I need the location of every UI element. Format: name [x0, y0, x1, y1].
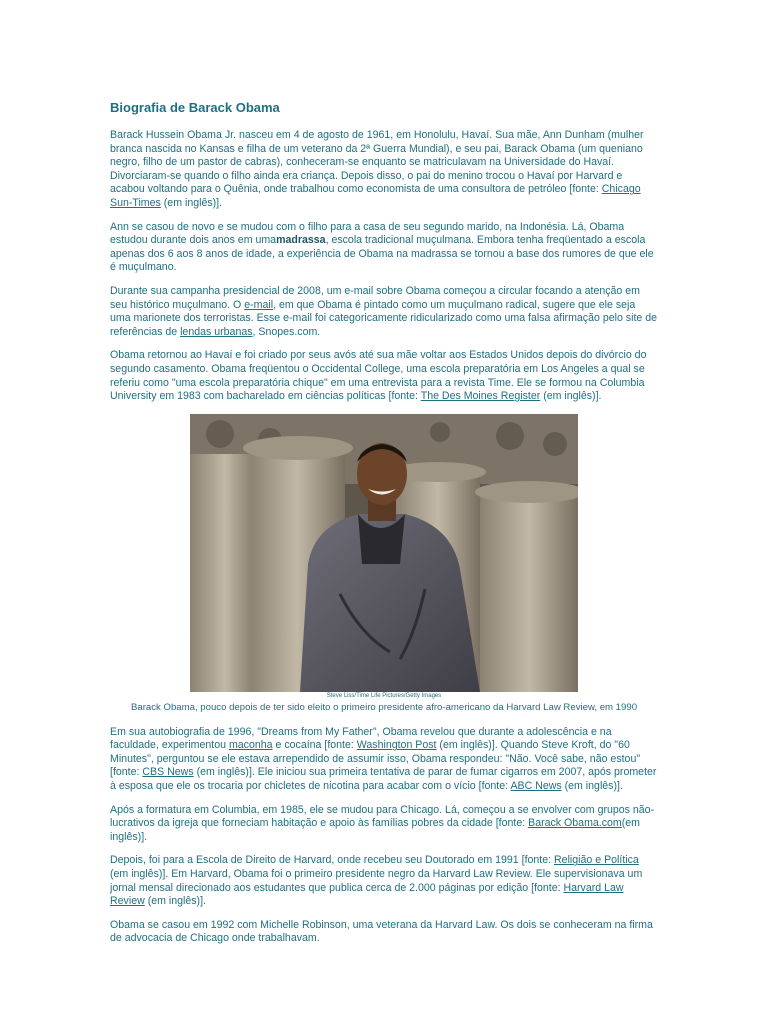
link-lendas-urbanas[interactable]: lendas urbanas [180, 325, 253, 338]
paragraph-marriage: Obama se casou em 1992 com Michelle Robinson, uma veterana da Harvard Law. Os dois se conheceram na firma de advocacia de Chicago onde trabalhavam. [110, 918, 653, 945]
link-des-moines-register[interactable]: The Des Moines Register [420, 390, 541, 403]
paragraph-text: , em que Obama é pintado como um muçulmano radical, sugere que ele seja uma marionete dos terroristas. Esse e-mail foi categoricamente ridicularizado como uma falsa afirmação pelo site de referências de [110, 298, 658, 338]
paragraph-text: Durante sua campanha presidencial de 2008, um e-mail sobre Obama começou a circular focando a atenção em seu histórico muçulmano. O [110, 284, 640, 311]
paragraph-text: Ann se casou de novo e se mudou com o filho para a casa de seu segundo marido, na Indonésia. Lá, Obama estudou durante dois anos em uma [110, 220, 625, 247]
link-abc-news[interactable]: ABC News [510, 780, 562, 793]
paragraph-text: (em inglês)]. [144, 895, 206, 908]
paragraph-text: (em inglês)]. [160, 196, 223, 209]
paragraph-text: Barack Hussein Obama Jr. nasceu em 4 de agosto de 1961, em Honolulu, Havaí. Sua mãe, Ann Dunham (mulher branca nascida no Kansas e filha de um veterano da 2ª Guerra Mundial), e seu pai, Barack Obama (um queniano negro, filho de um pastor de cabras), conheceram-se enquanto se matriculavam na Universidade do Havaí. Divorciaram-se quando o filho ainda era criança. Depois disso, o pai do menino trocou o Havaí por Harvard e acabou voltando para o Quênia, onde trabalhou como economista de uma consultora de petróleo [fonte: [110, 129, 644, 196]
paragraph-text: , Snopes.com. [252, 325, 321, 338]
paragraph-birth [110, 129, 658, 211]
bold-term-madrassa: madrassa [276, 234, 326, 247]
paragraph-text: Depois, foi para a Escola de Direito de Harvard, onde recebeu seu Doutorado em 1991 [fonte: [110, 854, 555, 867]
paragraph-autobiography [110, 726, 658, 794]
link-religiao-e-politica[interactable]: Religião e Política [554, 854, 639, 867]
paragraph-education [110, 349, 658, 403]
photo-figure [110, 414, 658, 714]
photo-credit: Steve Liss/Time Life Pictures/Getty Images [326, 692, 442, 699]
paragraph-text: Obama retornou ao Havaí e foi criado por seus avós até sua mãe voltar aos Estados Unidos depois do divórcio do segundo casamento. Obama freqüentou o Occidental College, uma escola preparatória em Los Angeles a qual se referiu como "uma escola preparatória chique" em uma entrevista para a revista Time. Ele se formou na Columbia University em 1983 com bacharelado em ciências políticas [fonte: [110, 349, 647, 403]
link-barack-obama-com[interactable]: Barack Obama.com [528, 817, 622, 830]
paragraph-text: (em inglês)]. [540, 390, 602, 403]
paragraph-harvard [110, 854, 658, 908]
paragraph-chicago [110, 804, 658, 845]
paragraph-campaign-email [110, 285, 658, 339]
link-maconha[interactable]: maconha [228, 739, 273, 752]
photo-caption: Barack Obama, pouco depois de ter sido eleito o primeiro presidente afro-americano da Harvard Law Review, em 1990 [130, 701, 638, 713]
paragraph-text: Após a formatura em Columbia, em 1985, ele se mudou para Chicago. Lá, começou a se envolver com grupos não-lucrativos da igreja que forneciam habitação e apoio às famílias pobres da cidade [fonte: [110, 803, 655, 830]
paragraph-text: (em inglês)]. Ele iniciou sua primeira tentativa de parar de fumar cigarros em 2007, após prometer à esposa que ele os trocaria por chicletes de nicotina para acabar com o vício [fonte: [110, 766, 657, 793]
link-harvard-law-review[interactable]: Harvard Law Review [110, 881, 624, 908]
link-chicago-sun-times[interactable]: Chicago Sun-Times [110, 183, 641, 209]
paragraph-text: (em inglês)]. [561, 780, 623, 793]
paragraph-text: Em sua autobiografia de 1996, "Dreams from My Father", Obama revelou que durante a adolescência e na faculdade, experimentou [110, 725, 612, 752]
article [110, 100, 658, 956]
link-cbs-news[interactable]: CBS News [142, 766, 194, 779]
link-washington-post[interactable]: Washington Post [356, 739, 437, 752]
paragraph-text: (em inglês)]. Quando Steve Kroft, do "60 Minutes", perguntou se ele estava arrependido de assumir isso, Obama respondeu: "Não. Você sabe, não estou" [fonte: [110, 739, 641, 779]
paragraph-text: , escola tradicional muçulmana. Embora tenha freqüentado a escola apenas dos 6 aos 8 anos de idade, a experiência de Obama na madrassa se tornou a base dos rumores de que ele é muçulmano. [110, 234, 654, 274]
page-title: Biografia de Barack Obama [110, 100, 280, 115]
obama-photo [190, 414, 578, 692]
paragraph-text: (em inglês)]. [110, 817, 640, 843]
link-e-mail[interactable]: e-mail [244, 298, 274, 311]
paragraph-indonesia [110, 221, 658, 275]
paragraph-text: e cocaína [fonte: [272, 739, 357, 752]
paragraph-text: (em inglês)]. Em Harvard, Obama foi o primeiro presidente negro da Harvard Law Review. Ele supervisionava um jornal mensal direcionado aos estudantes que publica cerca de 2.000 páginas por edição [fonte: [110, 868, 643, 894]
photo-illustration [190, 414, 578, 692]
